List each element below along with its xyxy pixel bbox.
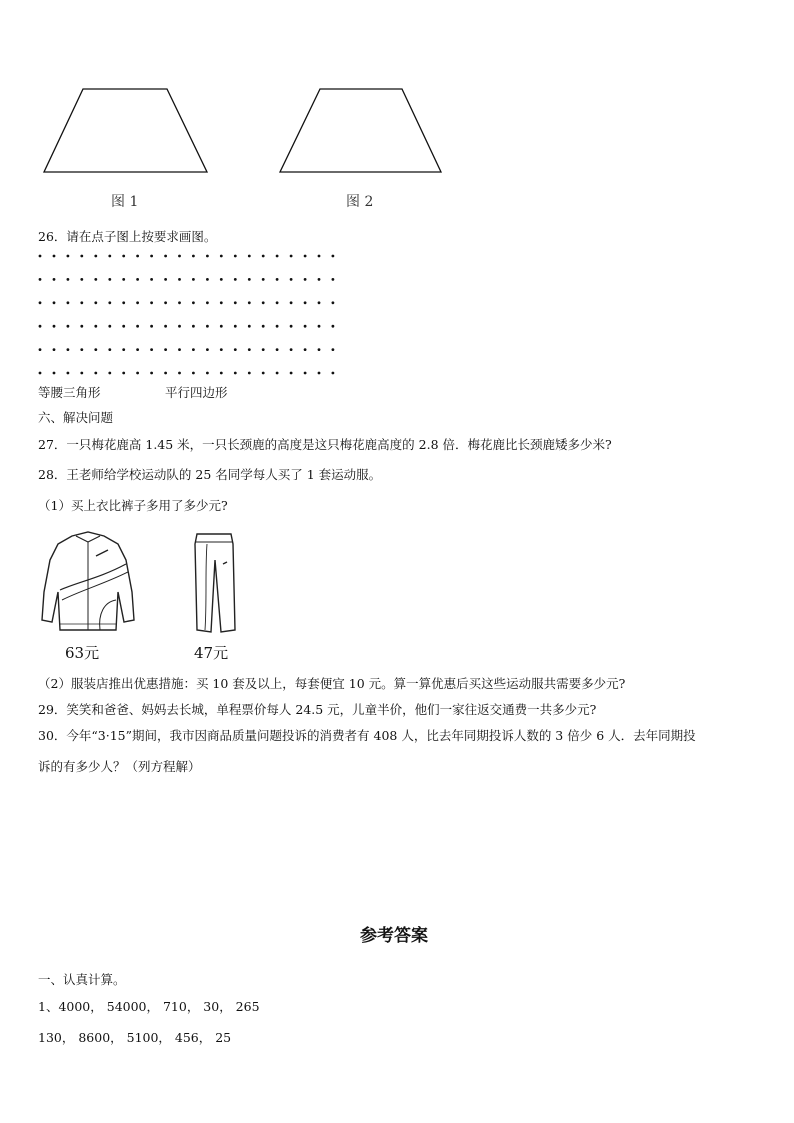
grid-dot [206, 348, 209, 351]
grid-dot [136, 278, 139, 281]
grid-dot [234, 255, 237, 258]
grid-dot [262, 348, 265, 351]
grid-dot [108, 348, 111, 351]
grid-dot [234, 278, 237, 281]
grid-dot [80, 372, 83, 375]
grid-dot [53, 348, 56, 351]
grid-dot [39, 255, 42, 258]
pants-price: 47元 [194, 644, 229, 662]
grid-dot [39, 348, 42, 351]
grid-dot [248, 325, 251, 328]
grid-dot [262, 255, 265, 258]
grid-dot [94, 301, 97, 304]
grid-dot [164, 325, 167, 328]
grid-dot [136, 372, 139, 375]
grid-dot [108, 301, 111, 304]
grid-dot [39, 325, 42, 328]
grid-dot [178, 301, 181, 304]
grid-dot [80, 301, 83, 304]
dot-grid [0, 0, 794, 400]
grid-dot [136, 325, 139, 328]
grid-dot [192, 325, 195, 328]
answers-line-2: 130， 8600， 5100， 456， 25 [38, 1030, 232, 1045]
grid-dot [220, 301, 223, 304]
grid-dot [206, 301, 209, 304]
answers-title: 参考答案 [360, 926, 428, 946]
grid-dot [220, 348, 223, 351]
question-29: 29．笑笑和爸爸、妈妈去长城，单程票价每人 24.5 元，儿童半价，他们一家往返交通费一共多少元? [38, 702, 597, 717]
grid-dot [332, 278, 335, 281]
grid-dot [290, 348, 293, 351]
grid-dot [80, 255, 83, 258]
grid-dot [318, 325, 321, 328]
grid-dot [67, 372, 70, 375]
grid-dot [39, 372, 42, 375]
grid-dot [332, 348, 335, 351]
grid-dot [262, 301, 265, 304]
grid-dot [192, 372, 195, 375]
grid-dot [39, 278, 42, 281]
grid-dot [206, 372, 209, 375]
grid-dot [304, 255, 307, 258]
grid-dot [150, 301, 153, 304]
grid-dot [94, 255, 97, 258]
grid-dot [290, 278, 293, 281]
grid-dot [164, 301, 167, 304]
grid-dot [80, 348, 83, 351]
grid-dot [262, 372, 265, 375]
grid-dot [122, 278, 125, 281]
grid-dot [136, 255, 139, 258]
grid-dot [67, 325, 70, 328]
grid-dot [276, 348, 279, 351]
grid-dot [220, 372, 223, 375]
grid-dot [304, 278, 307, 281]
grid-dot [150, 325, 153, 328]
grid-dot [332, 372, 335, 375]
section-6-title: 六、解决问题 [38, 410, 114, 425]
grid-dot [164, 278, 167, 281]
grid-dot [136, 348, 139, 351]
grid-dot [150, 348, 153, 351]
grid-dot [290, 372, 293, 375]
grid-dot [39, 301, 42, 304]
grid-dot [220, 278, 223, 281]
grid-dot [332, 255, 335, 258]
grid-dot [53, 255, 56, 258]
grid-dot [192, 301, 195, 304]
figure-1-caption: 图 1 [111, 194, 139, 210]
grid-dot [150, 372, 153, 375]
grid-dot [150, 255, 153, 258]
grid-dot [67, 301, 70, 304]
grid-dot [122, 255, 125, 258]
grid-dot [234, 301, 237, 304]
grid-dot [122, 348, 125, 351]
grid-dot [276, 278, 279, 281]
grid-dot [67, 278, 70, 281]
grid-dot [318, 348, 321, 351]
grid-dot [108, 372, 111, 375]
grid-dot [220, 255, 223, 258]
grid-dot [94, 372, 97, 375]
question-28-part-2: （2）服装店推出优惠措施：买 10 套及以上，每套便宜 10 元。算一算优惠后买这些运动服共需要多少元? [38, 676, 626, 691]
grid-dot [318, 278, 321, 281]
grid-dot [108, 325, 111, 328]
grid-dot [276, 325, 279, 328]
grid-dot [276, 301, 279, 304]
answers-section-1: 一、认真计算。 [38, 972, 126, 987]
jacket-price: 63元 [65, 644, 100, 662]
grid-dot [234, 325, 237, 328]
grid-dot [248, 255, 251, 258]
grid-dot [276, 372, 279, 375]
pants-illustration [185, 530, 245, 638]
grid-dot [290, 255, 293, 258]
question-27: 27．一只梅花鹿高 1.45 米，一只长颈鹿的高度是这只梅花鹿高度的 2.8 倍．梅花鹿比长颈鹿矮多少米? [38, 437, 612, 452]
grid-dot [304, 301, 307, 304]
grid-dot [248, 348, 251, 351]
grid-dot [318, 301, 321, 304]
grid-dot [220, 325, 223, 328]
grid-dot [178, 325, 181, 328]
grid-dot [80, 325, 83, 328]
jacket-illustration [38, 530, 138, 635]
question-28: 28．王老师给学校运动队的 25 名同学每人买了 1 套运动服。 [38, 467, 382, 482]
grid-dot [332, 325, 335, 328]
grid-dot [178, 278, 181, 281]
grid-dot [136, 301, 139, 304]
grid-dot [262, 325, 265, 328]
grid-dot [164, 372, 167, 375]
grid-dot [206, 278, 209, 281]
grid-dot [192, 278, 195, 281]
grid-dot [164, 255, 167, 258]
grid-dot [122, 301, 125, 304]
figure-2-caption: 图 2 [346, 194, 374, 210]
grid-dot [150, 278, 153, 281]
grid-dot [67, 348, 70, 351]
grid-dot [53, 325, 56, 328]
grid-dot [290, 325, 293, 328]
grid-dot [318, 372, 321, 375]
grid-dot [304, 372, 307, 375]
grid-dot [248, 278, 251, 281]
grid-dot [53, 372, 56, 375]
grid-dot [178, 372, 181, 375]
grid-dot [304, 325, 307, 328]
grid-dot [53, 301, 56, 304]
grid-dot [262, 278, 265, 281]
grid-dot [206, 325, 209, 328]
question-26: 26．请在点子图上按要求画图。 [38, 229, 217, 244]
question-28-part-1: （1）买上衣比裤子多用了多少元? [38, 498, 228, 513]
label-parallelogram: 平行四边形 [165, 385, 228, 400]
grid-dot [108, 278, 111, 281]
question-30-line-1: 30．今年“3·15”期间，我市因商品质量问题投诉的消费者有 408 人，比去年同期投诉人数的 3 倍少 6 人．去年同期投 [38, 728, 696, 743]
grid-dot [164, 348, 167, 351]
grid-dot [234, 372, 237, 375]
label-isosceles-triangle: 等腰三角形 [38, 385, 101, 400]
grid-dot [318, 255, 321, 258]
grid-dot [94, 325, 97, 328]
grid-dot [304, 348, 307, 351]
grid-dot [332, 301, 335, 304]
grid-dot [276, 255, 279, 258]
grid-dot [192, 348, 195, 351]
grid-dot [53, 278, 56, 281]
grid-dot [178, 255, 181, 258]
grid-dot [248, 372, 251, 375]
grid-dot [94, 278, 97, 281]
grid-dot [80, 278, 83, 281]
question-30-line-2: 诉的有多少人？（列方程解） [38, 759, 201, 774]
grid-dot [67, 255, 70, 258]
grid-dot [206, 255, 209, 258]
grid-dot [122, 325, 125, 328]
grid-dot [178, 348, 181, 351]
grid-dot [108, 255, 111, 258]
grid-dot [192, 255, 195, 258]
grid-dot [94, 348, 97, 351]
grid-dot [234, 348, 237, 351]
answers-line-1: 1、4000， 54000， 710， 30， 265 [38, 999, 260, 1014]
grid-dot [290, 301, 293, 304]
grid-dot [248, 301, 251, 304]
grid-dot [122, 372, 125, 375]
